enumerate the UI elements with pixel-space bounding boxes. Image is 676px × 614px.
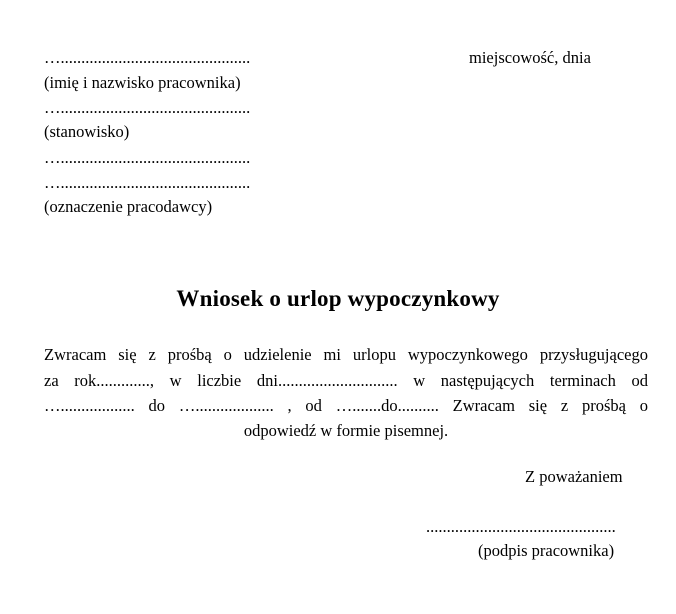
position-label: (stanowisko): [44, 122, 130, 141]
body-line-1: Zwracam się z prośbą o udzielenie mi urlopu wypoczynkowego przysługującego: [44, 345, 648, 364]
page-title: Wniosek o urlop wypoczynkowy: [176, 286, 500, 311]
employer-dots-1: …..............................................: [44, 148, 251, 167]
employee-name-label: (imię i nazwisko pracownika): [44, 73, 241, 92]
signature-dots: ..............................................: [426, 517, 616, 536]
signature-label: (podpis pracownika): [478, 541, 615, 560]
body-line-2: za rok............., w liczbie dni............................. w następujących terminach od: [44, 371, 648, 390]
closing-regards: Z poważaniem: [525, 467, 623, 486]
body-line-4: odpowiedź w formie pisemnej.: [243, 421, 449, 440]
employer-label: (oznaczenie pracodawcy): [44, 197, 213, 216]
place-date: miejscowość, dnia: [469, 48, 591, 67]
employer-dots-2: …..............................................: [44, 173, 251, 192]
employee-name-dots: …..............................................: [44, 48, 251, 67]
position-dots: …..............................................: [44, 98, 251, 117]
body-line-3: ….................. do …................... , od ….......do.......... Zwracam się z prośbą o: [44, 396, 648, 415]
